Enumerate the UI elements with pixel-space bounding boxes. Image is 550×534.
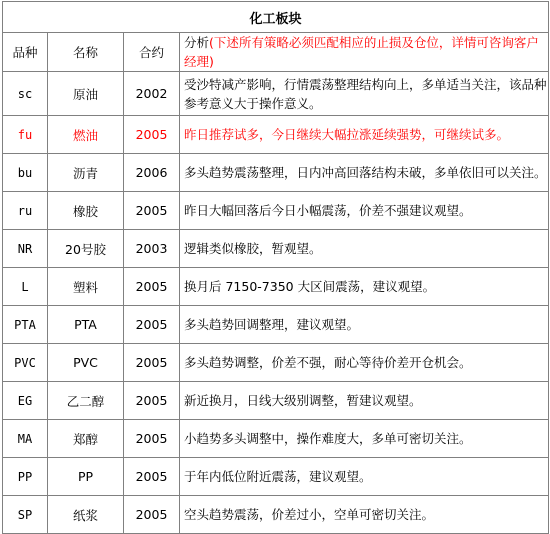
cell-name: 乙二醇 (48, 382, 124, 420)
cell-contract: 2002 (124, 72, 180, 116)
header-name: 名称 (48, 33, 124, 72)
cell-name: 沥青 (48, 154, 124, 192)
header-analysis-label: 分析 (184, 35, 210, 50)
cell-name: 纸浆 (48, 496, 124, 534)
cell-analysis: 新近换月，日线大级别调整，暂建议观望。 (180, 382, 549, 420)
cell-analysis: 多头趋势震荡整理，日内冲高回落结构未破，多单依旧可以关注。 (180, 154, 549, 192)
cell-name: PP (48, 458, 124, 496)
cell-contract: 2005 (124, 268, 180, 306)
table-row (3, 192, 549, 230)
header-contract: 合约 (124, 33, 180, 72)
table-row (3, 344, 549, 382)
cell-analysis: 多头趋势回调整理，建议观望。 (180, 306, 549, 344)
table-row (3, 154, 549, 192)
cell-analysis: 于年内低位附近震荡，建议观望。 (180, 458, 549, 496)
cell-contract: 2005 (124, 496, 180, 534)
title-row (3, 2, 549, 33)
cell-name: 橡胶 (48, 192, 124, 230)
cell-code: NR (3, 230, 48, 268)
cell-analysis: 逻辑类似橡胶，暂观望。 (180, 230, 549, 268)
cell-code: SP (3, 496, 48, 534)
cell-name: 20号胶 (48, 230, 124, 268)
cell-code: PP (3, 458, 48, 496)
cell-code: L (3, 268, 48, 306)
cell-code: EG (3, 382, 48, 420)
table-row (3, 496, 549, 534)
cell-analysis: 多头趋势调整，价差不强，耐心等待价差开仓机会。 (180, 344, 549, 382)
cell-code: bu (3, 154, 48, 192)
chemical-sector-table (2, 1, 549, 534)
cell-contract: 2006 (124, 154, 180, 192)
cell-code: PVC (3, 344, 48, 382)
cell-contract: 2005 (124, 382, 180, 420)
cell-contract: 2005 (124, 192, 180, 230)
header-code: 品种 (3, 33, 48, 72)
table-row (3, 382, 549, 420)
table-row (3, 268, 549, 306)
cell-analysis: 受沙特减产影响，行情震荡整理结构向上，多单适当关注，该品种参考意义大于操作意义。 (180, 72, 549, 116)
table-row (3, 230, 549, 268)
cell-name: 塑料 (48, 268, 124, 306)
header-analysis (180, 33, 549, 72)
cell-name: PTA (48, 306, 124, 344)
cell-name: 郑醇 (48, 420, 124, 458)
table-row (3, 72, 549, 116)
cell-analysis: 空头趋势震荡，价差过小，空单可密切关注。 (180, 496, 549, 534)
cell-analysis: 换月后 7150-7350 大区间震荡，建议观望。 (180, 268, 549, 306)
cell-code: MA (3, 420, 48, 458)
cell-code: sc (3, 72, 48, 116)
cell-analysis: 小趋势多头调整中，操作难度大，多单可密切关注。 (180, 420, 549, 458)
table-row (3, 306, 549, 344)
cell-contract: 2003 (124, 230, 180, 268)
cell-contract: 2005 (124, 344, 180, 382)
table-body (3, 72, 549, 534)
cell-analysis: 昨日推荐试多，今日继续大幅拉涨延续强势，可继续试多。 (180, 116, 549, 154)
cell-name: 原油 (48, 72, 124, 116)
cell-contract: 2005 (124, 458, 180, 496)
header-row (3, 33, 549, 72)
table-row (3, 116, 549, 154)
table-title: 化工板块 (3, 2, 549, 33)
cell-contract: 2005 (124, 116, 180, 154)
cell-code: fu (3, 116, 48, 154)
cell-name: PVC (48, 344, 124, 382)
cell-name: 燃油 (48, 116, 124, 154)
table-row (3, 458, 549, 496)
cell-contract: 2005 (124, 306, 180, 344)
cell-analysis: 昨日大幅回落后今日小幅震荡，价差不强建议观望。 (180, 192, 549, 230)
cell-code: ru (3, 192, 48, 230)
header-analysis-note: (下述所有策略必须匹配相应的止损及仓位，详情可咨询客户经理) (184, 35, 539, 69)
table-row (3, 420, 549, 458)
cell-contract: 2005 (124, 420, 180, 458)
cell-code: PTA (3, 306, 48, 344)
